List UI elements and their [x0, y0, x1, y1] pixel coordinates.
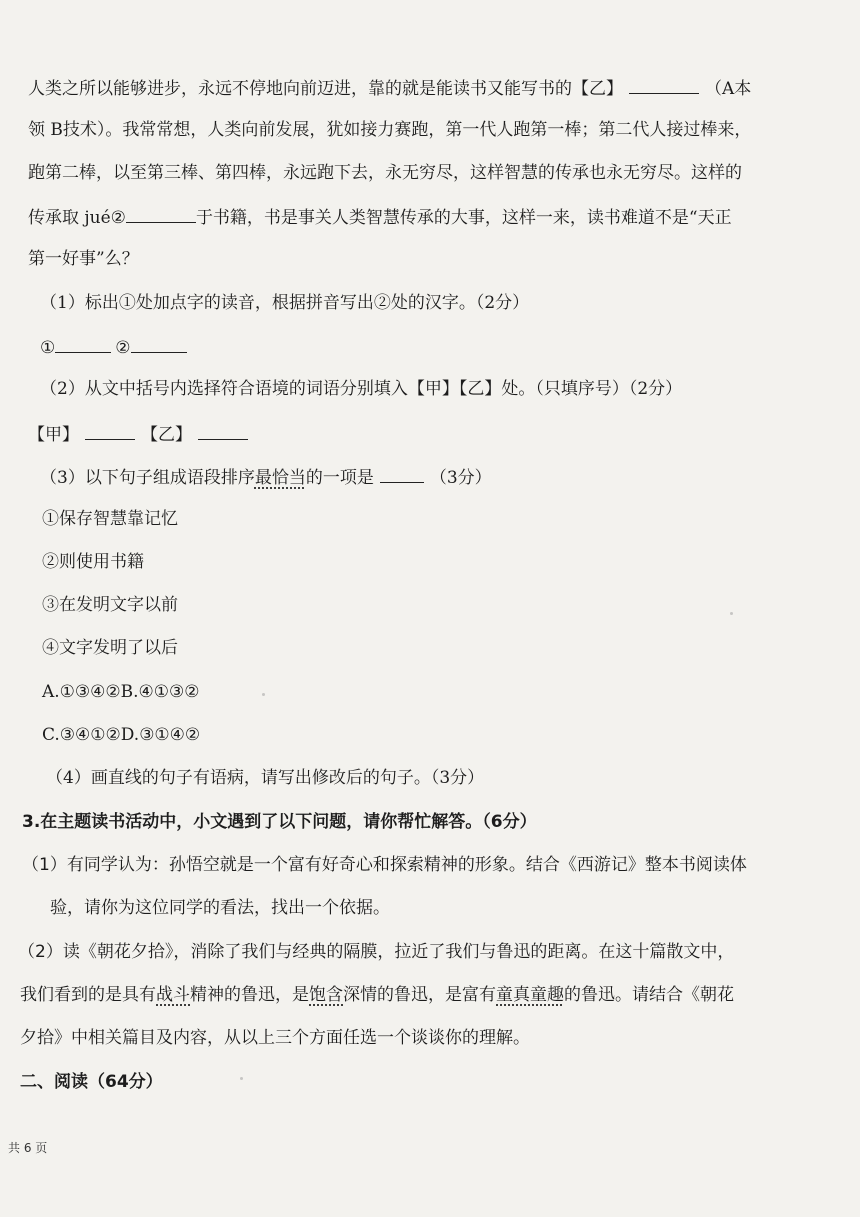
- question-2-answers: [28, 421, 248, 447]
- answer-label: 【甲】: [28, 425, 79, 445]
- option-4: ④文字发明了以后: [42, 638, 178, 658]
- scan-speck: [240, 1077, 243, 1080]
- section-3-p1-line1: （1）有同学认为：孙悟空就是一个富有好奇心和探索精神的形象。结合《西游记》整本书阅读体: [22, 855, 747, 875]
- question-text: （3）以下句子组成语段排序: [40, 468, 255, 488]
- scan-speck: [730, 612, 733, 615]
- answer-label: 【乙】: [141, 425, 192, 445]
- passage-text: （A本: [705, 79, 752, 99]
- passage-line-5: 第一好事”么？: [28, 249, 139, 269]
- question-4: （4）画直线的句子有语病，请写出修改后的句子。（3分）: [46, 768, 485, 788]
- option-2: ②则使用书籍: [42, 552, 144, 572]
- passage-text: 传承取 jué②: [28, 208, 126, 228]
- body-text: 我们看到的是具有: [20, 985, 156, 1005]
- question-1: （1）标出①处加点字的读音，根据拼音写出②处的汉字。（2分）: [40, 293, 530, 313]
- passage-line-3: 跑第二棒，以至第三棒、第四棒，永远跑下去，永无穷尽，这样智慧的传承也永无穷尽。这样的: [28, 163, 742, 183]
- passage-text: 人类之所以能够进步，永远不停地向前迈进，靠的就是能读书又能写书的【乙】: [28, 79, 623, 99]
- question-2: （2）从文中括号内选择符合语境的词语分别填入【甲】【乙】处。（只填序号）（2分）: [40, 379, 683, 399]
- answer-blank-yi[interactable]: [198, 421, 248, 440]
- blank-yi[interactable]: [629, 75, 699, 94]
- emphasis-text: 童真童趣: [496, 985, 564, 1005]
- option-3: ③在发明文字以前: [42, 595, 178, 615]
- choices-ab: A.①③④②B.④①③②: [42, 682, 200, 702]
- blank-jue[interactable]: [126, 204, 196, 223]
- page-footer: 共 6 页: [8, 1141, 48, 1155]
- body-text: 精神的鲁迅，是: [190, 985, 309, 1005]
- answer-blank-3[interactable]: [380, 464, 424, 483]
- answer-label: ①: [40, 338, 56, 358]
- body-text: 深情的鲁迅，是富有: [343, 985, 496, 1005]
- emphasis-text: 饱含: [309, 985, 343, 1005]
- passage-line-4: [28, 204, 732, 230]
- scan-speck: [262, 693, 265, 696]
- section-3-p2-line3: 夕拾》中相关篇目及内容，从以上三个方面任选一个谈谈你的理解。: [20, 1028, 530, 1048]
- emphasis-text: 战斗: [156, 985, 190, 1005]
- section-3-p1-line2: 验，请你为这位同学的看法，找出一个依据。: [50, 898, 390, 918]
- answer-blank-2[interactable]: [131, 334, 187, 353]
- section-heading-reading: 二、阅读（64分）: [20, 1072, 163, 1092]
- question-text: 的一项是: [305, 468, 374, 488]
- answer-label: ②: [115, 338, 131, 358]
- passage-line-1: [28, 75, 751, 101]
- choices-cd: C.③④①②D.③①④②: [42, 725, 201, 745]
- emphasis-text: 最恰当: [254, 468, 306, 488]
- passage-text: 于书籍，书是事关人类智慧传承的大事，这样一来，读书难道不是“天正: [195, 208, 732, 228]
- answer-blank-1[interactable]: [55, 334, 111, 353]
- question-3: [40, 464, 492, 490]
- section-3-p2-line1: （2）读《朝花夕拾》，消除了我们与经典的隔膜，拉近了我们与鲁迅的距离。在这十篇散文中，: [18, 942, 735, 962]
- option-1: ①保存智慧靠记忆: [42, 509, 178, 529]
- section-3-title: 3.在主题读书活动中，小文遇到了以下问题，请你帮忙解答。（6分）: [22, 812, 537, 832]
- question-1-answers: [40, 334, 187, 360]
- section-3-p2-line2: [20, 983, 734, 1007]
- body-text: 的鲁迅。请结合《朝花: [564, 985, 734, 1005]
- question-text: （3分）: [429, 468, 492, 488]
- answer-blank-jia[interactable]: [85, 421, 135, 440]
- passage-line-2: 领 B技术）。我常常想，人类向前发展，犹如接力赛跑，第一代人跑第一棒；第二代人接过棒来，: [28, 120, 752, 140]
